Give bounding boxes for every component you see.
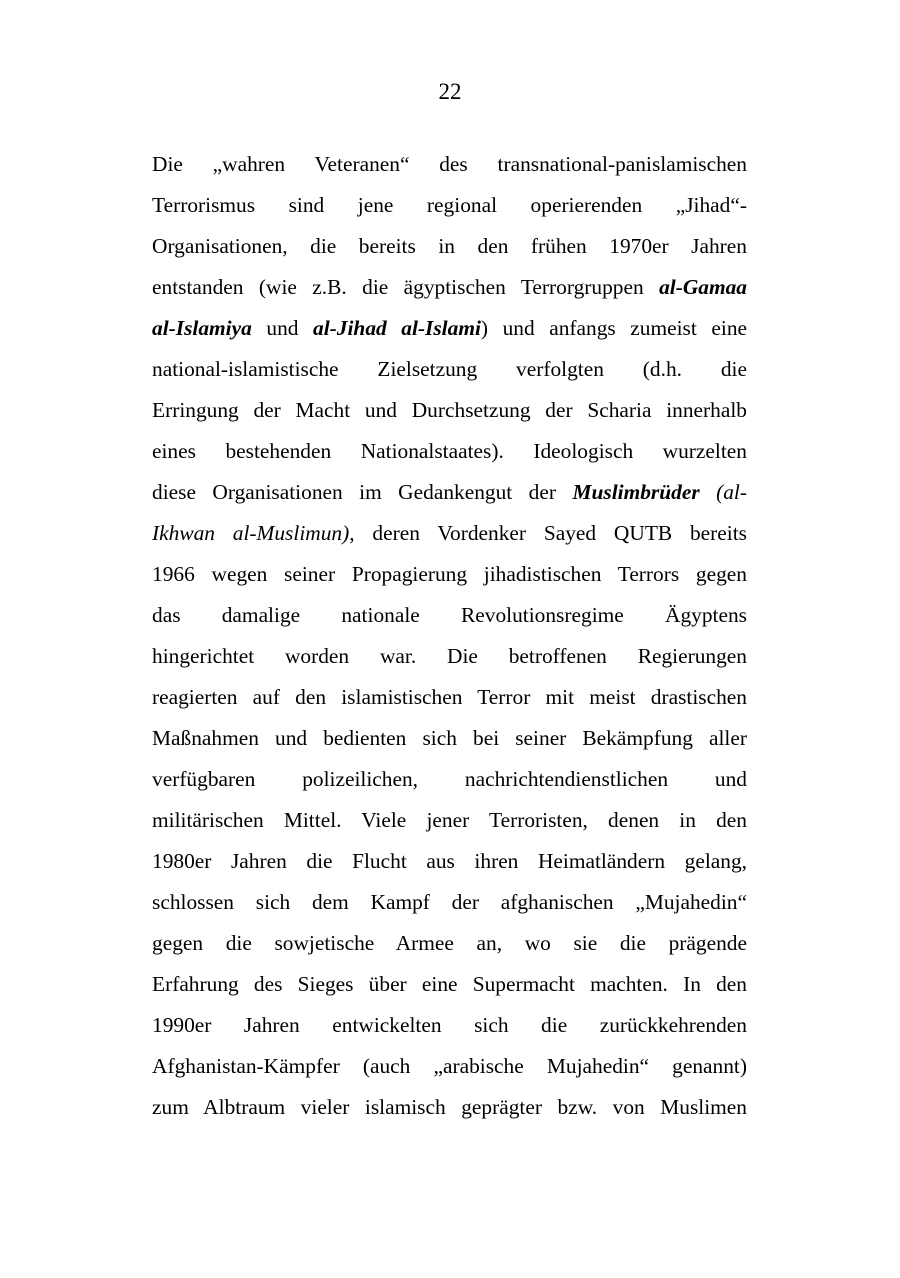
body-paragraph <box>152 144 747 1128</box>
text-segment: diese Organisationen im Gedankengut der <box>152 480 573 504</box>
text-line <box>152 759 747 800</box>
text-line <box>152 677 747 718</box>
text-segment: , deren Vordenker Sayed QUTB bereits <box>349 521 747 545</box>
text-segment: eines bestehenden Nationalstaates). Ideologisch wurzelten <box>152 439 747 463</box>
text-line <box>152 431 747 472</box>
text-segment: 1966 wegen seiner Propagierung jihadistischen Terrors gegen <box>152 562 747 586</box>
text-line <box>152 185 747 226</box>
text-line <box>152 841 747 882</box>
text-segment: Terrorismus sind jene regional operierenden „Jihad“- <box>152 193 747 217</box>
text-segment: Organisationen, die bereits in den frühen 1970er Jahren <box>152 234 747 258</box>
text-line <box>152 1087 747 1128</box>
text-segment: ) und anfangs zumeist eine <box>480 316 748 340</box>
emphasized-term: Muslimbrüder <box>572 480 700 504</box>
text-line <box>152 513 747 554</box>
text-segment: verfügbaren polizeilichen, nachrichtendienstlichen und <box>152 767 747 791</box>
text-line <box>152 718 747 759</box>
text-line <box>152 1046 747 1087</box>
text-line <box>152 882 747 923</box>
text-segment: und <box>251 316 314 340</box>
text-segment: schlossen sich dem Kampf der afghanischen „Mujahedin“ <box>152 890 747 914</box>
emphasized-term: al-Jihad al-Islami <box>313 316 481 340</box>
italic-text: Ikhwan al-Muslimun) <box>152 521 350 545</box>
text-line <box>152 226 747 267</box>
text-segment: 1990er Jahren entwickelten sich die zurückkehrenden <box>152 1013 747 1037</box>
text-line <box>152 472 747 513</box>
italic-text: (al- <box>699 480 747 504</box>
text-line <box>152 349 747 390</box>
text-segment: zum Albtraum vieler islamisch geprägter bzw. von Muslimen <box>152 1095 747 1119</box>
text-line <box>152 267 747 308</box>
emphasized-term: al-Islamiya <box>152 316 252 340</box>
text-line <box>152 144 747 185</box>
text-line <box>152 554 747 595</box>
text-segment: Maßnahmen und bedienten sich bei seiner Bekämpfung aller <box>152 726 747 750</box>
page-number: 22 <box>438 79 462 104</box>
text-line <box>152 636 747 677</box>
text-segment: Erringung der Macht und Durchsetzung der Scharia innerhalb <box>152 398 747 422</box>
text-line <box>152 1005 747 1046</box>
text-segment: gegen die sowjetische Armee an, wo sie die prägende <box>152 931 747 955</box>
text-segment: 1980er Jahren die Flucht aus ihren Heimatländern gelang, <box>152 849 747 873</box>
text-segment: entstanden (wie z.B. die ägyptischen Terrorgruppen <box>152 275 660 299</box>
text-line <box>152 308 747 349</box>
text-line <box>152 595 747 636</box>
text-segment: Die „wahren Veteranen“ des transnational-panislamischen <box>152 152 747 176</box>
emphasized-term: al-Gamaa <box>659 275 747 299</box>
text-segment: militärischen Mittel. Viele jener Terroristen, denen in den <box>152 808 747 832</box>
text-segment: national-islamistische Zielsetzung verfolgten (d.h. die <box>152 357 747 381</box>
text-segment: hingerichtet worden war. Die betroffenen Regierungen <box>152 644 747 668</box>
text-segment: das damalige nationale Revolutionsregime Ägyptens <box>152 603 747 627</box>
text-line <box>152 390 747 431</box>
text-line <box>152 800 747 841</box>
text-line <box>152 923 747 964</box>
text-line <box>152 964 747 1005</box>
text-segment: Afghanistan-Kämpfer (auch „arabische Mujahedin“ genannt) <box>152 1054 747 1078</box>
text-segment: Erfahrung des Sieges über eine Supermacht machten. In den <box>152 972 747 996</box>
text-segment: reagierten auf den islamistischen Terror mit meist drastischen <box>152 685 747 709</box>
